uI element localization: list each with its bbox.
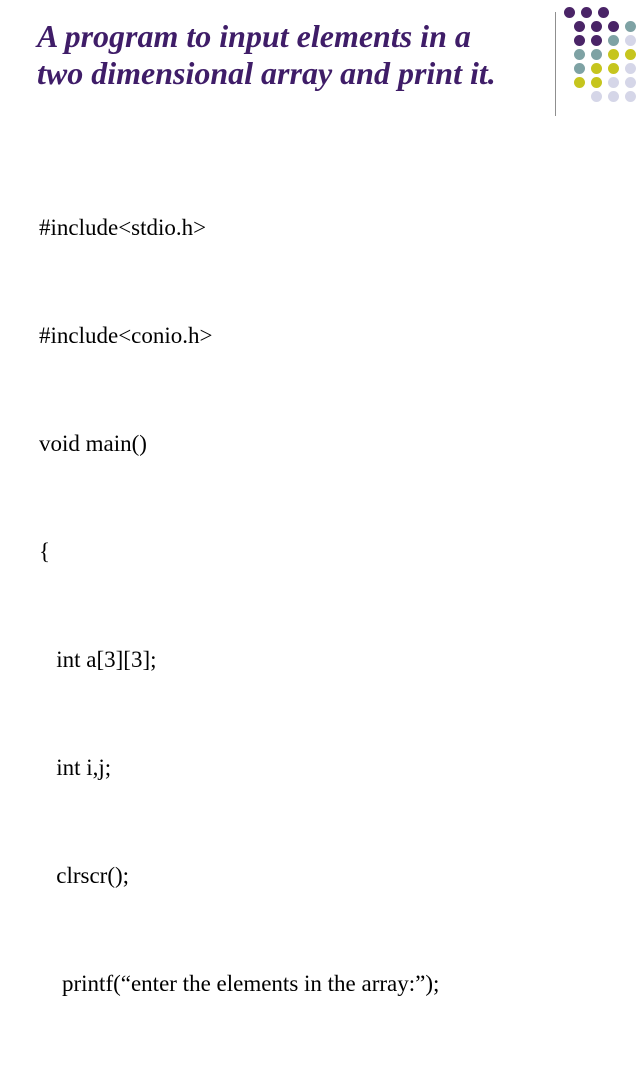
decorative-purple-dot <box>608 21 619 32</box>
decorative-teal-dot <box>625 21 636 32</box>
decorative-lavender-dot <box>608 77 619 88</box>
decorative-teal-dot <box>574 63 585 74</box>
decorative-teal-dot <box>574 49 585 60</box>
decorative-lime-dot <box>591 63 602 74</box>
decorative-lime-dot <box>574 77 585 88</box>
code-line-5: int a[3][3]; <box>39 647 157 672</box>
decorative-dot-grid <box>564 7 636 103</box>
title-divider <box>555 12 556 116</box>
decorative-purple-dot <box>574 21 585 32</box>
decorative-purple-dot <box>598 7 609 18</box>
decorative-lavender-dot <box>625 91 636 102</box>
decorative-lime-dot <box>608 63 619 74</box>
decorative-lavender-dot <box>625 77 636 88</box>
decorative-purple-dot <box>574 35 585 46</box>
decorative-lavender-dot <box>625 63 636 74</box>
decorative-teal-dot <box>608 35 619 46</box>
code-line-7: clrscr(); <box>39 863 130 888</box>
decorative-lime-dot <box>625 49 636 60</box>
code-line-3: void main() <box>39 431 147 456</box>
decorative-lime-dot <box>608 49 619 60</box>
code-line-4: { <box>39 539 51 564</box>
code-line-2: #include<conio.h> <box>39 323 213 348</box>
decorative-lavender-dot <box>591 91 602 102</box>
code-line-1: #include<stdio.h> <box>39 215 207 240</box>
code-listing <box>39 138 439 1074</box>
decorative-teal-dot <box>591 49 602 60</box>
decorative-purple-dot <box>591 35 602 46</box>
code-line-8: printf(“enter the elements in the array:”); <box>39 971 440 996</box>
decorative-lime-dot <box>591 77 602 88</box>
slide-title <box>37 18 547 92</box>
slide-title-line-1: A program to input elements in a <box>37 18 471 54</box>
code-line-6: int i,j; <box>39 755 112 780</box>
decorative-lavender-dot <box>608 91 619 102</box>
decorative-purple-dot <box>564 7 575 18</box>
slide-title-line-2: two dimensional array and print it. <box>37 55 496 91</box>
decorative-lavender-dot <box>625 35 636 46</box>
decorative-purple-dot <box>591 21 602 32</box>
decorative-purple-dot <box>581 7 592 18</box>
